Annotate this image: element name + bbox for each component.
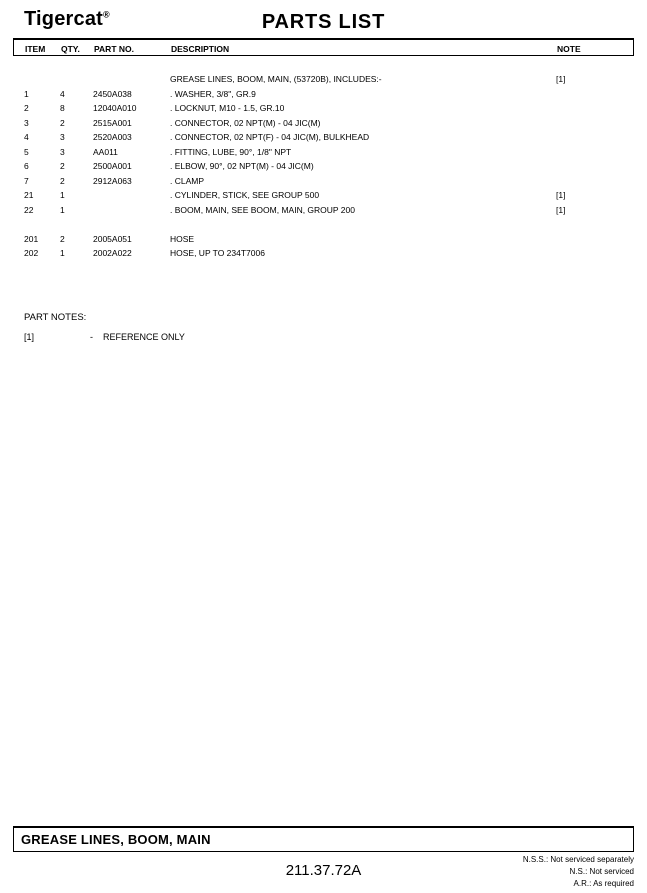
cell-desc: . CLAMP [170,175,205,186]
cell-qty: 3 [60,132,65,142]
part-notes-section [24,312,624,344]
cell-desc: HOSE, UP TO 234T7006 [170,248,265,258]
table-row [13,245,634,260]
cell-desc: . LOCKNUT, M10 - 1.5, GR.10 [170,103,285,113]
cell-part: 2515A001 [93,117,132,128]
table-row [13,158,634,173]
registered-trademark-symbol: ® [103,9,110,20]
cell-item: 6 [24,161,29,171]
cell-item: 21 [24,190,34,200]
column-header-description: DESCRIPTION [171,44,230,54]
table-row [13,187,634,202]
cell-desc: . WASHER, 3/8", GR.9 [170,88,256,99]
cell-part: 2520A003 [93,132,132,142]
cell-qty: 8 [60,103,65,113]
table-row [13,129,634,144]
cell-part: 2500A001 [93,161,132,171]
part-note-line [24,332,624,344]
brand-name: Tigercat [24,8,104,30]
cell-qty: 1 [60,248,65,258]
cell-qty: 2 [60,233,65,244]
column-header-item: ITEM [25,44,46,54]
cell-desc: HOSE [170,233,195,244]
page-title: PARTS LIST [261,11,386,33]
table-row [13,100,634,115]
cell-qty: 1 [60,204,65,215]
cell-item: 201 [24,233,39,244]
part-note-text: REFERENCE ONLY [103,332,185,342]
cell-item: 1 [24,88,29,99]
cell-part: 2912A063 [93,175,132,186]
cell-note: [1] [556,190,566,200]
cell-desc: GREASE LINES, BOOM, MAIN, (53720B), INCLUDES:- [170,74,382,84]
cell-note: [1] [556,204,566,215]
cell-qty: 2 [60,117,65,128]
table-body [13,71,634,260]
cell-qty: 2 [60,175,65,186]
table-row [13,115,634,130]
table-row [13,173,634,188]
table-row [13,71,634,86]
cell-desc: . FITTING, LUBE, 90°, 1/8" NPT [170,146,292,157]
legend-line-nss: N.S.S.: Not serviced separately [522,855,634,864]
cell-item: 22 [24,204,34,215]
cell-desc: . CONNECTOR, 02 NPT(F) - 04 JIC(M), BULKHEAD [170,132,370,142]
table-row [13,86,634,101]
legend-line-ar: A.R.: As required [573,879,634,888]
cell-part: 2002A022 [93,248,132,258]
column-header-part-no: PART NO. [94,44,134,54]
cell-note: [1] [556,74,566,84]
assembly-title: GREASE LINES, BOOM, MAIN [21,832,211,847]
cell-item: 202 [24,248,39,258]
cell-item: 7 [24,175,29,186]
cell-desc: . BOOM, MAIN, SEE BOOM, MAIN, GROUP 200 [170,204,355,215]
column-header-note: NOTE [557,44,581,54]
cell-desc: . CONNECTOR, 02 NPT(M) - 04 JIC(M) [170,117,321,128]
legend-line-ns: N.S.: Not serviced [569,867,634,876]
cell-part: 2005A051 [93,233,132,244]
cell-part: 12040A010 [93,103,137,113]
table-row [13,231,634,246]
cell-item: 2 [24,103,29,113]
table-header [13,38,634,56]
part-notes-title: PART NOTES: [24,312,87,323]
cell-desc: . CYLINDER, STICK, SEE GROUP 500 [170,190,320,200]
cell-part: 2450A038 [93,88,132,99]
table-row [13,144,634,159]
table-row-spacer [13,216,634,231]
table-row [13,202,634,217]
cell-qty: 4 [60,88,65,99]
assembly-title-box [13,826,634,852]
cell-qty: 3 [60,146,65,157]
cell-item: 5 [24,146,29,157]
page-number: 211.37.72A [285,862,362,879]
cell-item: 3 [24,117,29,128]
cell-part: AA011 [93,146,118,157]
column-header-qty: QTY. [61,44,80,54]
part-note-dash: - [90,332,93,342]
cell-qty: 2 [60,161,65,171]
cell-item: 4 [24,132,29,142]
part-note-ref: [1] [24,332,35,342]
cell-desc: . ELBOW, 90°, 02 NPT(M) - 04 JIC(M) [170,161,314,171]
cell-qty: 1 [60,190,65,200]
